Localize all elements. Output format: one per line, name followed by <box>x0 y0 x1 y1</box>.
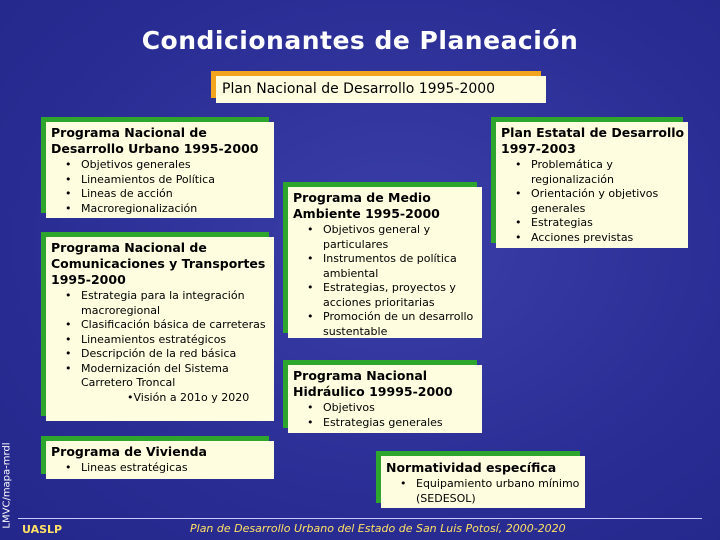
list-item: • Objetivos <box>307 401 482 416</box>
list-item: • Problemática y regionalización <box>515 158 688 187</box>
list-item: • Descripción de la red básica <box>65 347 274 362</box>
list-item: • Promoción de un desarrollo sustentable <box>307 310 482 339</box>
plan-nacional-label: Plan Nacional de Desarrollo 1995-2000 <box>222 81 496 97</box>
list-item: • Instrumentos de política ambiental <box>307 252 482 281</box>
desarrollo-urbano-box <box>46 122 274 218</box>
comunicaciones-box <box>46 237 274 421</box>
medio-ambiente-title: Programa de Medio Ambiente 1995-2000 <box>293 190 440 221</box>
comunicaciones-title: Programa Nacional de Comunicaciones y Transportes 1995-2000 <box>51 240 266 287</box>
footer-divider <box>18 518 702 519</box>
plan-estatal-title: Plan Estatal de Desarrollo 1997-2003 <box>501 125 685 156</box>
list-item: • Estrategias <box>515 216 688 231</box>
normatividad-title: Normatividad específica <box>386 460 557 475</box>
plan-nacional-box <box>216 76 546 103</box>
list-item: • Lineamientos estratégicos <box>65 333 274 348</box>
normatividad-list <box>386 477 585 506</box>
vision-note: •Visión a 201o y 2020 <box>127 390 250 404</box>
list-item: • Estrategias generales <box>307 416 482 431</box>
plan-estatal-box <box>496 122 688 248</box>
hidraulico-list <box>293 401 482 430</box>
vivienda-box <box>46 441 274 479</box>
vivienda-title: Programa de Vivienda <box>51 444 207 459</box>
list-item: • Macroregionalización <box>65 202 274 217</box>
list-item: • Lineas de acción <box>65 187 274 202</box>
list-item: • Objetivos generales <box>65 158 274 173</box>
desarrollo-urbano-title: Programa Nacional de Desarrollo Urbano 1995-2000 <box>51 125 259 156</box>
medio-ambiente-list <box>293 223 482 339</box>
list-item: • Lineamientos de Política <box>65 173 274 188</box>
list-item: • Lineas estratégicas <box>65 461 274 476</box>
list-item: • Clasificación básica de carreteras <box>65 318 274 333</box>
side-credit: LMVC/mapa-mrdl <box>1 442 13 529</box>
comunicaciones-list <box>51 289 274 391</box>
plan-estatal-list <box>501 158 688 245</box>
page-title: Condicionantes de Planeación <box>141 26 579 55</box>
list-item: • Estrategia para la integración macroregional <box>65 289 274 318</box>
medio-ambiente-box <box>288 187 482 338</box>
hidraulico-box <box>288 365 482 433</box>
hidraulico-title: Programa Nacional Hidráulico 19995-2000 <box>293 368 453 399</box>
desarrollo-urbano-list <box>51 158 274 216</box>
list-item: • Objetivos general y particulares <box>307 223 482 252</box>
list-item: • Modernización del Sistema Carretero Troncal <box>65 362 274 391</box>
list-item: • Orientación y objetivos generales <box>515 187 688 216</box>
list-item: • Acciones previstas <box>515 231 688 246</box>
vivienda-list <box>51 461 274 476</box>
footer-uaslp: UASLP <box>22 523 63 536</box>
footer-title: Plan de Desarrollo Urbano del Estado de San Luis Potosí, 2000-2020 <box>190 522 566 535</box>
list-item: • Equipamiento urbano mínimo (SEDESOL) <box>400 477 585 506</box>
list-item: • Estrategias, proyectos y acciones prioritarias <box>307 281 482 310</box>
normatividad-box <box>381 456 585 508</box>
